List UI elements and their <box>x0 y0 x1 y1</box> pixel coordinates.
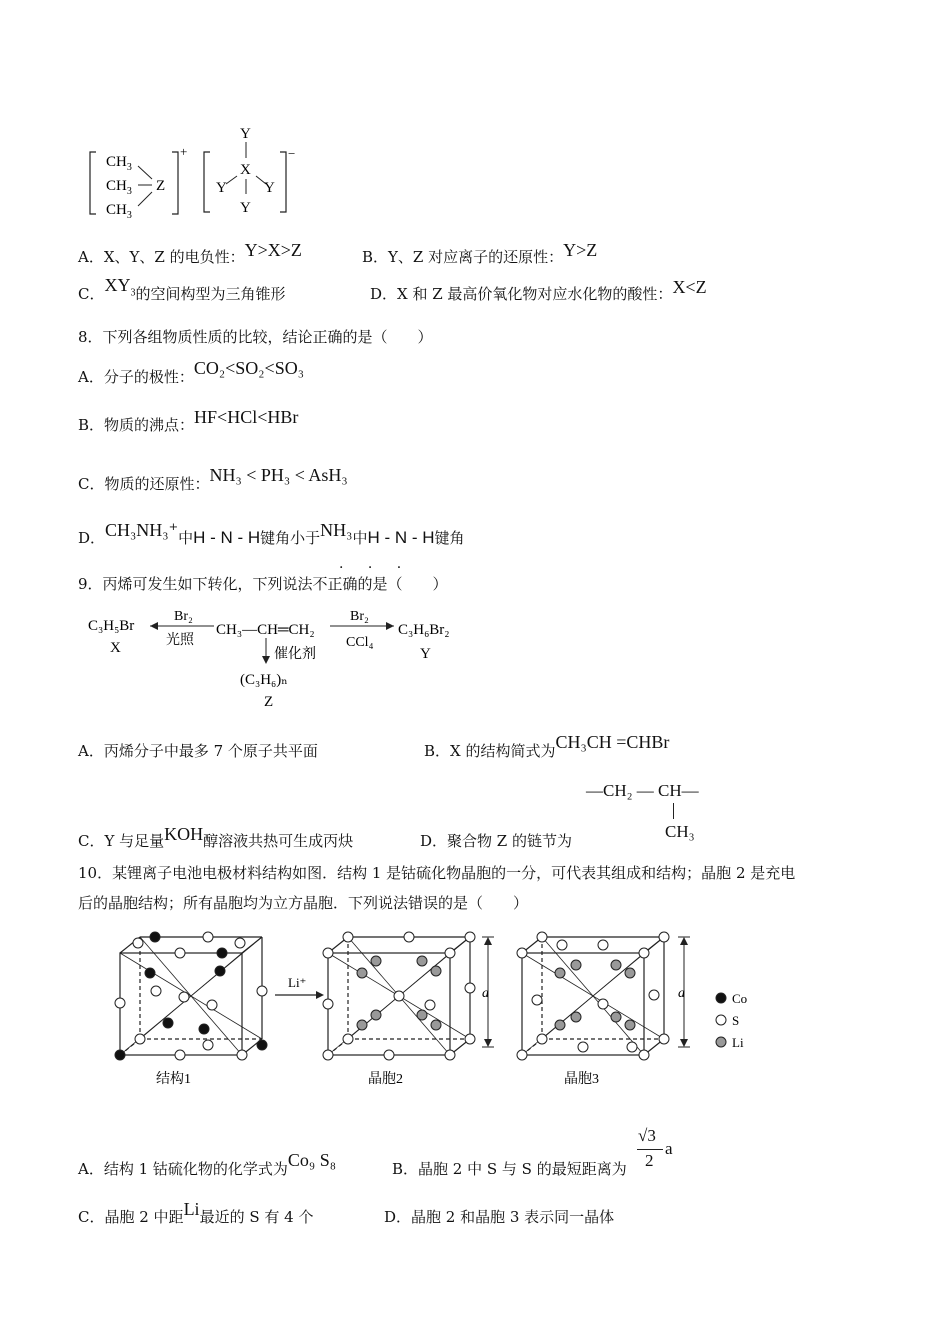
cell-2-atoms <box>323 932 475 1060</box>
legend-li: Li <box>732 1035 744 1050</box>
left-reagent-bottom: 光照 <box>166 633 194 648</box>
q9-stem: 9．丙烯可发生如下转化，下列说法不正确的是（ ） <box>78 575 448 593</box>
edge-label-3: a <box>678 986 685 1001</box>
anion-y-bottom: Y <box>240 200 251 216</box>
edge-label-2: a <box>482 986 489 1001</box>
cation-ch3-2: $CH_3$ <box>106 178 132 197</box>
q8-option-d: D．CH₃NH₃⁺中H - N - H键角小于NH₃中H - N - H键角 <box>78 520 465 547</box>
q7-ion-structure <box>80 122 310 222</box>
q7-option-d: D．X 和 Z 最高价氧化物对应水化物的酸性：X<Z <box>370 277 707 303</box>
q9-option-a: A．丙烯分子中最多 7 个原子共平面 <box>78 742 318 760</box>
q9-chain-branch: CH₃ <box>665 822 695 841</box>
q10-fraction-bar <box>637 1149 663 1150</box>
q10-option-a: A．结构 1 钴硫化物的化学式为Co₉ S₈ <box>78 1150 336 1178</box>
q10-stem-2: 后的晶胞结构；所有晶胞均为立方晶胞．下列说法错误的是（ ） <box>78 894 529 912</box>
anion-center: X <box>240 162 251 178</box>
q10-fraction-den: 2 <box>645 1151 654 1170</box>
caption-2: 晶胞2 <box>368 1072 403 1087</box>
right-label: Y <box>420 646 431 662</box>
cation-ch3-3: $CH_3$ <box>106 202 132 221</box>
q8-option-b: B．物质的沸点：HF<HCl<HBr <box>78 407 299 434</box>
cation-center: Z <box>156 178 166 194</box>
arrow-label: Li⁺ <box>288 975 307 990</box>
q9-chain-bond <box>673 803 674 819</box>
anion-y-top: Y <box>240 126 251 142</box>
q10-option-d: D．晶胞 2 和晶胞 3 表示同一晶体 <box>384 1208 615 1226</box>
q10-fraction-tail: a <box>665 1139 673 1158</box>
anion-y-right: Y <box>264 180 275 196</box>
anion-y-left: Y <box>216 180 227 196</box>
q7-option-a: A．X、Y、Z 的电负性：Y>X>Z <box>78 240 302 266</box>
right-reagent-bottom: CCl₄ <box>346 635 374 650</box>
legend-s: S <box>732 1013 740 1028</box>
q8-option-c: C．物质的还原性：NH₃ < PH₃ < AsH₃ <box>78 465 348 493</box>
q9-reaction-scheme <box>80 600 480 712</box>
q9-option-b: B．X 的结构简式为CH₃CH =CHBr <box>424 732 670 760</box>
legend-s-dot <box>716 1015 726 1025</box>
q10-crystal-figure <box>100 925 780 1095</box>
propene: CH₃—CH═CH₂ <box>216 622 315 638</box>
anion-charge: − <box>288 146 296 161</box>
caption-1: 结构1 <box>156 1072 191 1087</box>
q9-chain-unit: —CH₂ — CH— <box>586 781 699 800</box>
q9-option-c: C．Y 与足量KOH醇溶液共热可生成丙炔 <box>78 824 354 850</box>
q8-stem: 8．下列各组物质性质的比较，结论正确的是（ ） <box>78 328 433 346</box>
right-reagent-top: Br₂ <box>350 609 369 624</box>
left-reagent-top: Br₂ <box>174 609 193 624</box>
cation-ch3-1: $CH_3$ <box>106 154 132 173</box>
emphasis-dots: · · · <box>339 560 412 576</box>
cation-charge: + <box>180 144 188 159</box>
q10-fraction-num: √3 <box>638 1126 656 1145</box>
caption-3: 晶胞3 <box>564 1072 599 1087</box>
right-product: C₃H₆Br₂ <box>398 622 450 638</box>
left-label: X <box>110 640 121 656</box>
left-product: C₃H₅Br <box>88 618 135 634</box>
q10-option-c: C．晶胞 2 中距Li最近的 S 有 4 个 <box>78 1199 314 1226</box>
legend-co-dot <box>716 993 726 1003</box>
q10-option-b: B．晶胞 2 中 S 与 S 的最短距离为 <box>392 1160 627 1178</box>
q9-option-d: D．聚合物 Z 的链节为 <box>420 832 572 850</box>
down-reagent: 催化剂 <box>274 647 316 662</box>
legend-co: Co <box>732 991 748 1006</box>
down-product: (C₃H₆)ₙ <box>240 672 288 688</box>
q7-option-b: B．Y、Z 对应离子的还原性：Y>Z <box>362 240 598 266</box>
q10-stem-1: 10．某锂离子电池电极材料结构如图．结构 1 是钴硫化物晶胞的一分，可代表其组成和结构；晶胞 2 是充电 <box>78 864 796 882</box>
q7-option-c: C．$XY_3$的空间构型为三角锥形 <box>78 275 286 303</box>
q8-option-a: A．分子的极性：CO₂<SO₂<SO₃ <box>78 358 304 386</box>
legend-li-dot <box>716 1037 726 1047</box>
down-label: Z <box>264 694 274 710</box>
